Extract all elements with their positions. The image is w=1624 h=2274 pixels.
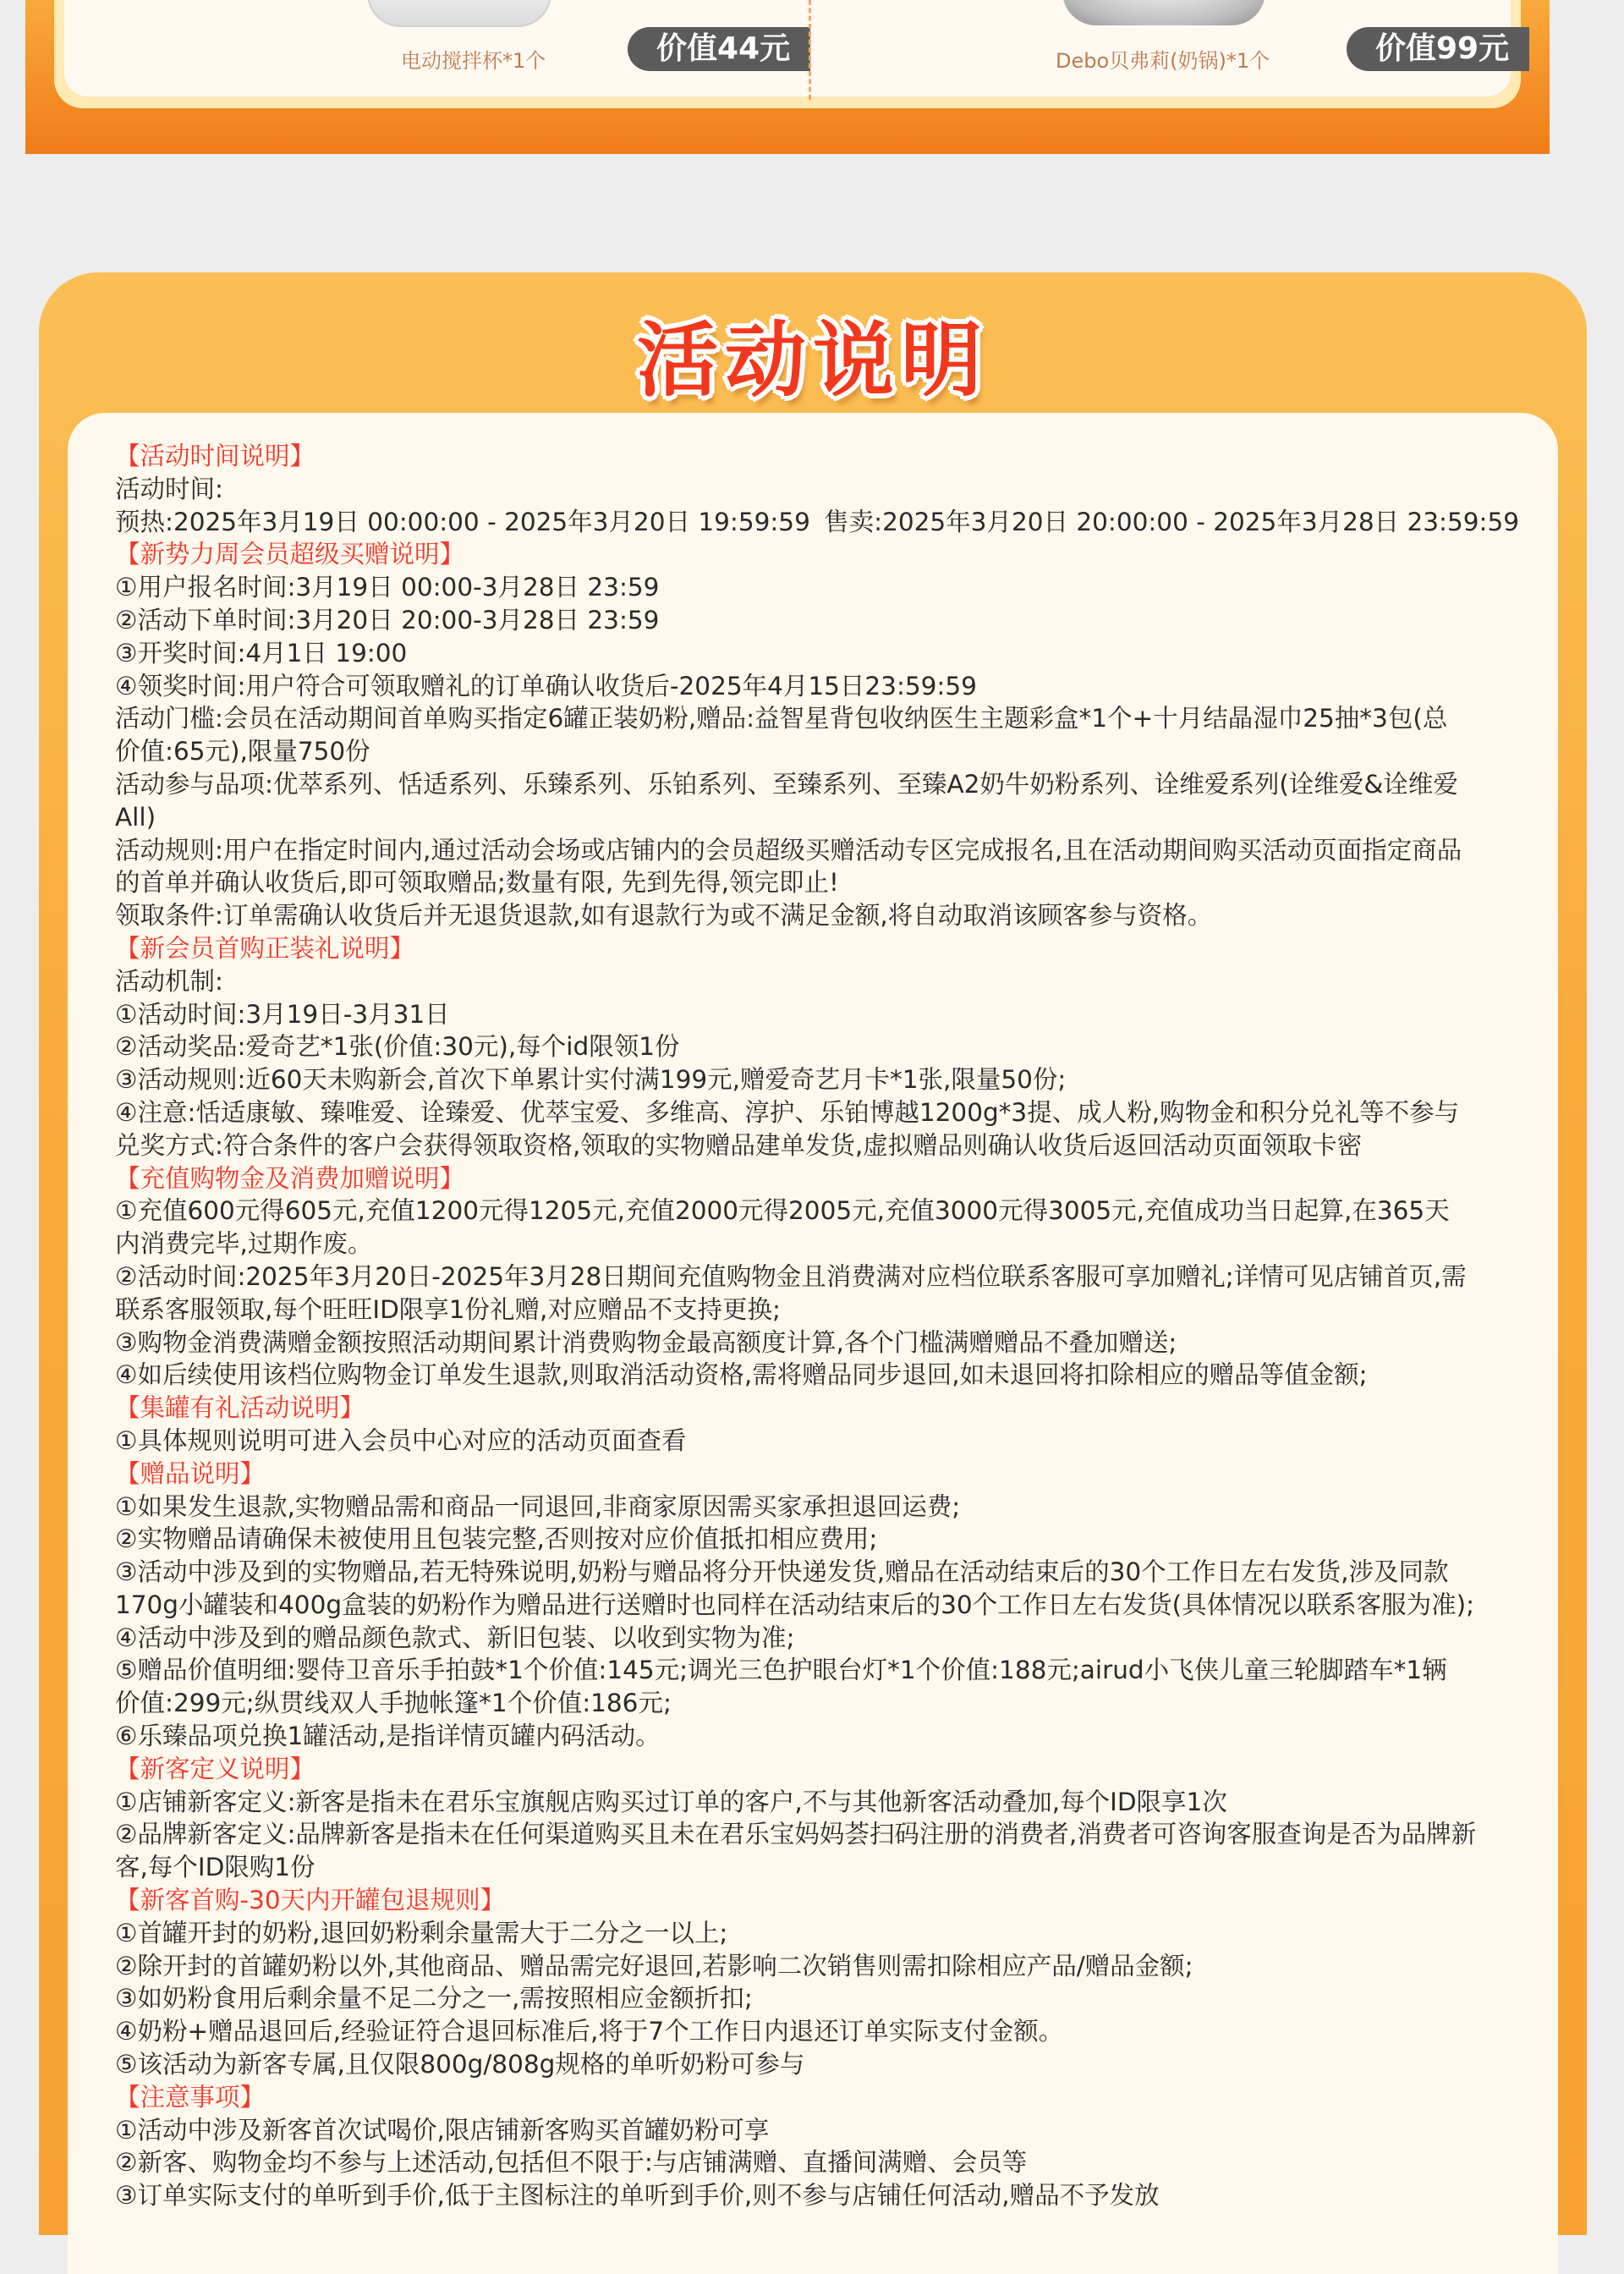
rule-line: ②活动下单时间:3月20日 20:00-3月28日 23:59 [115, 605, 660, 634]
section-heading: 【集罐有礼活动说明】 [115, 1393, 365, 1423]
activity-panel [39, 272, 1587, 2235]
rule-line: ③开奖时间:4月1日 19:00 [115, 638, 408, 667]
rule-line: ⑤该活动为新客专属,且仅限800g/808g规格的单听奶粉可参与 [115, 2050, 805, 2079]
rule-line: ⑥乐臻品项兑换1罐活动,是指详情页罐内码活动。 [115, 1722, 661, 1751]
section-heading: 【充值购物金及消费加赠说明】 [115, 1163, 465, 1193]
rule-line: ③活动中涉及到的实物赠品,若无特殊说明,奶粉与赠品将分开快递发货,赠品在活动结束后的30个工作日左右发货,涉及同款 [115, 1557, 1449, 1587]
rule-line-split [115, 506, 1519, 539]
rule-line-part: 售卖:2025年3月20日 20:00:00 - 2025年3月28日 23:59:59 [824, 507, 1519, 536]
prize-name-2: Debo贝弗莉(奶锅)*1个 [1056, 49, 1270, 73]
prize-banner-frame [54, 0, 1521, 108]
rule-line: ③活动规则:近60天未购新会,首次下单累计实付满199元,赠爱奇艺月卡*1张,限量50份; [115, 1065, 1067, 1095]
section-heading: 【新会员首购正装礼说明】 [115, 933, 415, 963]
rule-line: 活动规则:用户在指定时间内,通过活动会场或店铺内的会员超级买赠活动专区完成报名,且在活动期间购买活动页面指定商品 [115, 835, 1462, 865]
rule-line: ①店铺新客定义:新客是指未在君乐宝旗舰店购买过订单的客户,不与其他新客活动叠加,每个ID限享1次 [115, 1787, 1227, 1816]
activity-title: 活动说明 [637, 313, 989, 408]
blender-cup-image [367, 0, 551, 27]
activity-rules [115, 440, 1519, 2212]
rule-line: ①用户报名时间:3月19日 00:00-3月28日 23:59 [115, 573, 660, 602]
section-heading: 【赠品说明】 [115, 1458, 266, 1488]
prize-card [64, 0, 1511, 96]
rule-line: 活动门槛:会员在活动期间首单购买指定6罐正装奶粉,赠品:益智星背包收纳医生主题彩盒*1个+十月结晶湿巾25抽*3包(总 [115, 704, 1448, 733]
rule-line: ①具体规则说明可进入会员中心对应的活动页面查看 [115, 1425, 687, 1455]
section-heading: 【新势力周会员超级买赠说明】 [115, 540, 465, 569]
rule-line: 联系客服领取,每个旺旺ID限享1份礼赠,对应赠品不支持更换; [115, 1294, 781, 1324]
rule-line: ①活动中涉及新客首次试喝价,限店铺新客购买首罐奶粉可享 [115, 2115, 770, 2145]
rule-line: ①如果发生退款,实物赠品需和商品一同退回,非商家原因需买家承担退回运费; [115, 1491, 961, 1521]
rule-line: All) [115, 802, 156, 832]
rule-line: 兑奖方式:符合条件的客户会获得领取资格,领取的实物赠品建单发货,虚拟赠品则确认收货后返回活动页面领取卡密 [115, 1130, 1363, 1160]
section-heading: 【新客定义说明】 [115, 1754, 315, 1783]
rule-line: ①活动时间:3月19日-3月31日 [115, 999, 450, 1029]
rule-line: ③订单实际支付的单听到手价,低于主图标注的单听到手价,则不参与店铺任何活动,赠品不予发放 [115, 2181, 1160, 2211]
rule-line: 客,每个ID限购1份 [115, 1853, 315, 1882]
section-heading: 【活动时间说明】 [115, 442, 315, 470]
rule-line: ②活动奖品:爱奇艺*1张(价值:30元),每个id限领1份 [115, 1032, 680, 1062]
rule-line-part: 预热:2025年3月19日 00:00:00 - 2025年3月20日 19:59:59 [115, 507, 810, 536]
activity-content-card [68, 413, 1558, 2274]
rule-line: ②除开封的首罐奶粉以外,其他商品、赠品需完好退回,若影响二次销售则需扣除相应产品/赠品金额; [115, 1951, 1193, 1980]
rule-line: ④奶粉+赠品退回后,经验证符合退回标准后,将于7个工作日内退还订单实际支付金额。 [115, 2017, 1064, 2046]
rule-line: ④活动中涉及到的赠品颜色款式、新旧包装、以收到实物为准; [115, 1623, 795, 1652]
rule-line: 的首单并确认收货后,即可领取赠品;数量有限, 先到先得,领完即止! [115, 868, 839, 898]
rule-line: ④注意:恬适康敏、臻唯爱、诠臻爱、优萃宝爱、多维高、淳护、乐铂博越1200g*3提、成人粉,购物金和积分兑礼等不参与 [115, 1097, 1460, 1127]
prize-banner [25, 0, 1550, 154]
rule-line: 价值:65元),限量750份 [115, 737, 370, 766]
prize-name-1: 电动搅拌杯*1个 [401, 49, 546, 73]
rule-line: 活动机制: [115, 966, 223, 996]
rule-line: ②新客、购物金均不参与上述活动,包括但不限于:与店铺满赠、直播间满赠、会员等 [115, 2148, 1028, 2178]
rule-line: 领取条件:订单需确认收货后并无退货退款,如有退款行为或不满足金额,将自动取消该顾客参与资格。 [115, 901, 1213, 931]
section-heading: 【新客首购-30天内开罐包退规则】 [115, 1886, 506, 1915]
rule-line: 170g小罐装和400g盒装的奶粉作为赠品进行送赠时也同样在活动结束后的30个工作日左右发货(具体情况以联系客服为准); [115, 1590, 1475, 1619]
prize-price-2: 价值99元 [1347, 27, 1529, 71]
prize-price-1: 价值44元 [628, 27, 810, 71]
prize-divider [809, 0, 811, 100]
rule-line: 内消费完毕,过期作废。 [115, 1229, 373, 1259]
rule-line: ②实物赠品请确保未被使用且包装完整,否则按对应价值抵扣相应费用; [115, 1524, 878, 1554]
rule-line: 价值:299元;纵贯线双人手抛帐篷*1个价值:186元; [115, 1689, 672, 1718]
rule-line: ④领奖时间:用户符合可领取赠礼的订单确认收货后-2025年4月15日23:59:59 [115, 671, 977, 700]
milk-pot-image [1062, 0, 1265, 25]
rule-line: ③购物金消费满赠金额按照活动期间累计消费购物金最高额度计算,各个门槛满赠赠品不叠加赠送; [115, 1327, 1177, 1357]
rule-line: ⑤赠品价值明细:婴侍卫音乐手拍鼓*1个价值:145元;调光三色护眼台灯*1个价值:188元;airud小飞侠儿童三轮脚踏车*1辆 [115, 1656, 1447, 1685]
rule-line: ③如奶粉食用后剩余量不足二分之一,需按照相应金额折扣; [115, 1984, 753, 2013]
rule-line: ②活动时间:2025年3月20日-2025年3月28日期间充值购物金且消费满对应档位联系客服可享加赠礼;详情可见店铺首页,需 [115, 1261, 1467, 1291]
rule-line: ①充值600元得605元,充值1200元得1205元,充值2000元得2005元,充值3000元得3005元,充值成功当日起算,在365天 [115, 1196, 1450, 1226]
section-heading: 【注意事项】 [115, 2082, 266, 2112]
rule-line: 活动参与品项:优萃系列、恬适系列、乐臻系列、乐铂系列、至臻系列、至臻A2奶牛奶粉系列、诠维爱系列(诠维爱&诠维爱 [115, 769, 1458, 799]
rule-line: ①首罐开封的奶粉,退回奶粉剩余量需大于二分之一以上; [115, 1918, 728, 1947]
rule-line: ④如后续使用该档位购物金订单发生退款,则取消活动资格,需将赠品同步退回,如未退回将扣除相应的赠品等值金额; [115, 1360, 1368, 1390]
rule-line: 活动时间: [115, 474, 223, 503]
rule-line: ②品牌新客定义:品牌新客是指未在任何渠道购买且未在君乐宝妈妈荟扫码注册的消费者,消费者可咨询客服查询是否为品牌新 [115, 1820, 1477, 1849]
